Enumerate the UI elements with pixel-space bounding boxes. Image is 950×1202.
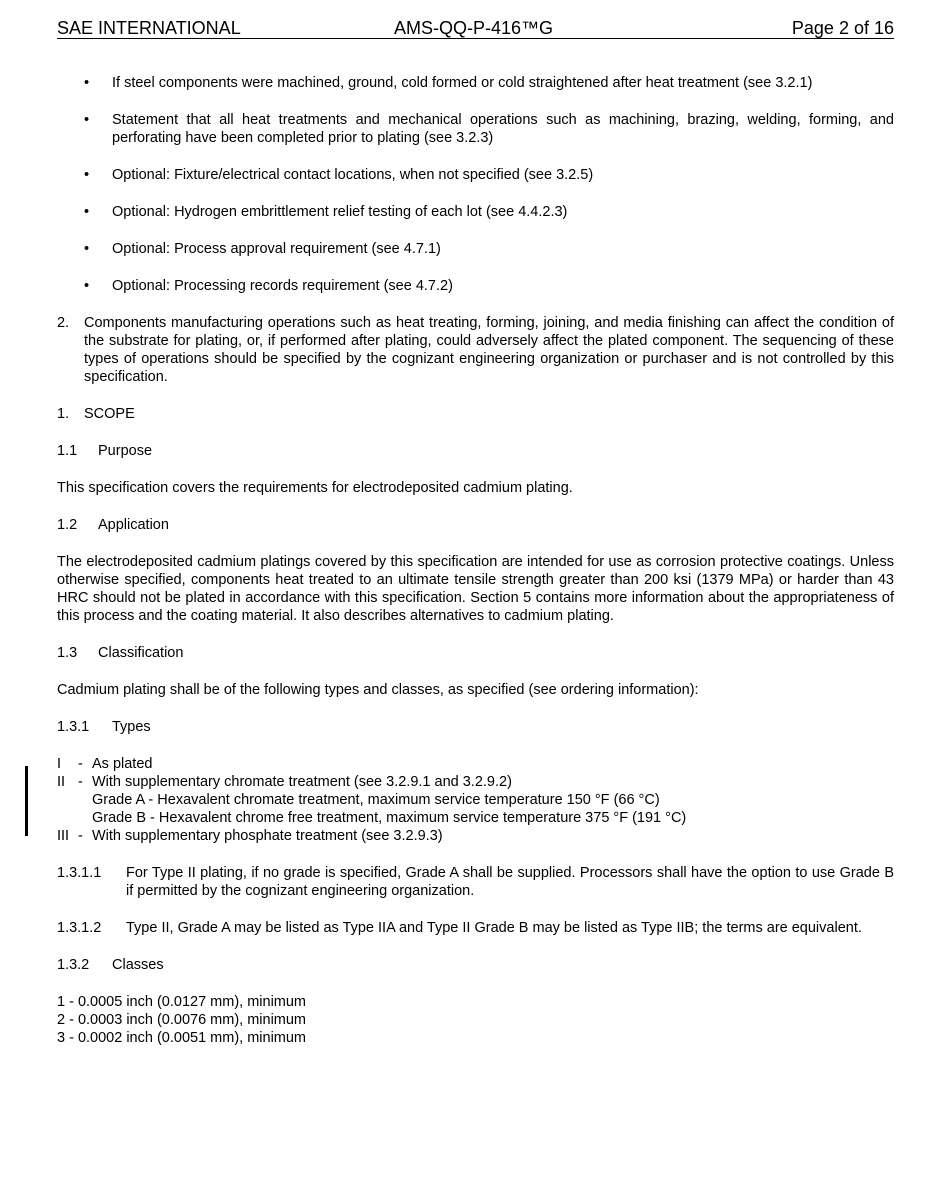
section-number: 1.3.2 <box>57 957 90 973</box>
type-description: With supplementary phosphate treatment (see 3.2.9.3) <box>92 828 443 844</box>
revision-change-bar <box>25 766 28 836</box>
type-iii: III - With supplementary phosphate treatment (see 3.2.9.3) <box>57 828 443 844</box>
page-header <box>57 0 894 39</box>
list-item: • Optional: Hydrogen embrittlement relief testing of each lot (see 4.4.2.3) <box>84 204 568 220</box>
section-title: Classification <box>98 645 184 661</box>
header-document-id: AMS-QQ-P-416™G <box>394 18 554 38</box>
note-2 <box>57 314 894 386</box>
section-title: Types <box>112 719 151 735</box>
type-description: As plated <box>92 756 153 772</box>
classes-list <box>57 993 894 1047</box>
type-number: II <box>57 774 66 790</box>
note-number: 2. <box>57 315 70 331</box>
list-item: • Optional: Fixture/electrical contact locations, when not specified (see 3.2.5) <box>84 167 594 183</box>
paragraph-text: Type II, Grade A may be listed as Type IIA and Type II Grade B may be listed as Type IIB; the terms are equivalent. <box>126 920 862 936</box>
types-list <box>57 755 894 845</box>
list-item: • Optional: Processing records requirement (see 4.7.2) <box>84 278 453 294</box>
paragraph-text: For Type II plating, if no grade is specified, Grade A shall be supplied. Processors shall have the option to use Grade B if permitted by the cognizant engineering organization. <box>126 865 894 899</box>
bullet-icon: • <box>84 75 90 91</box>
bullet-icon: • <box>84 278 90 294</box>
paragraph-number: 1.3.1.1 <box>57 865 102 881</box>
list-item: • Optional: Process approval requirement (see 4.7.1) <box>84 241 441 257</box>
section-title: SCOPE <box>84 406 135 422</box>
type-number: III <box>57 828 70 844</box>
paragraph-number: 1.3.1.2 <box>57 920 102 936</box>
type-ii-grade-a: Grade A - Hexavalent chromate treatment, maximum service temperature 150 °F (66 °C) <box>92 792 660 808</box>
list-item: • Statement that all heat treatments and mechanical operations such as machining, brazing, welding, forming, and perforating have been completed prior to plating (see 3.2.3) <box>84 112 894 146</box>
section-heading-classification <box>57 644 894 662</box>
type-description: With supplementary chromate treatment (see 3.2.9.1 and 3.2.9.2) <box>92 774 512 790</box>
list-item: 1 - 0.0005 inch (0.0127 mm), minimum <box>57 994 307 1010</box>
header-organization: SAE INTERNATIONAL <box>57 18 241 38</box>
section-number: 1.1 <box>57 443 78 459</box>
list-item: 2 - 0.0003 inch (0.0076 mm), minimum <box>57 1012 307 1028</box>
header-page-number: Page 2 of 16 <box>791 18 894 38</box>
section-heading-scope <box>57 405 894 423</box>
note-text: Components manufacturing operations such as heat treating, forming, joining, and media finishing can affect the condition of the substrate for plating, or, if performed after plating, could adversely affect the plated component. The sequencing of these types of operations should be specified by the cognizant engineering organization or purchaser and is not controlled by this specification. <box>84 315 894 385</box>
section-heading-classes <box>57 956 894 974</box>
paragraph-1-3-1-1 <box>57 864 894 900</box>
section-number: 1. <box>57 406 70 422</box>
section-number: 1.3 <box>57 645 78 661</box>
type-ii: II - With supplementary chromate treatment (see 3.2.9.1 and 3.2.9.2) <box>57 774 512 790</box>
paragraph-1-3-1-2 <box>57 919 894 937</box>
section-number: 1.2 <box>57 517 78 533</box>
application-paragraph: The electrodeposited cadmium platings covered by this specification are intended for use as corrosion protective coatings. Unless otherwise specified, components heat treated to an ultimate tensile strength greater than 200 ksi (1379 MPa) or harder than 43 HRC should not be plated in accordance with this specification. Section 5 contains more information about the appropriateness of this process and the coating material. It also describes alternatives to cadmium plating. <box>57 554 894 624</box>
list-item: 3 - 0.0002 inch (0.0051 mm), minimum <box>57 1030 307 1046</box>
section-number: 1.3.1 <box>57 719 90 735</box>
document-page <box>57 0 894 1047</box>
bullet-icon: • <box>84 241 90 257</box>
ordering-info-bullet-list <box>57 74 894 295</box>
classification-paragraph: Cadmium plating shall be of the following types and classes, as specified (see ordering information): <box>57 682 699 698</box>
section-title: Application <box>98 517 169 533</box>
type-ii-grade-b: Grade B - Hexavalent chrome free treatment, maximum service temperature 375 °F (191 °C) <box>92 810 687 826</box>
bullet-icon: • <box>84 167 90 183</box>
bullet-icon: • <box>84 112 90 128</box>
list-item: • If steel components were machined, ground, cold formed or cold straightened after heat treatment (see 3.2.1) <box>84 75 813 91</box>
section-heading-types <box>57 718 894 736</box>
section-title: Classes <box>112 957 164 973</box>
type-i: I - As plated <box>57 756 153 772</box>
section-title: Purpose <box>98 443 153 459</box>
purpose-paragraph: This specification covers the requirements for electrodeposited cadmium plating. <box>57 480 573 496</box>
section-heading-application <box>57 516 894 534</box>
type-number: I <box>57 756 62 772</box>
section-heading-purpose <box>57 442 894 460</box>
bullet-icon: • <box>84 204 90 220</box>
